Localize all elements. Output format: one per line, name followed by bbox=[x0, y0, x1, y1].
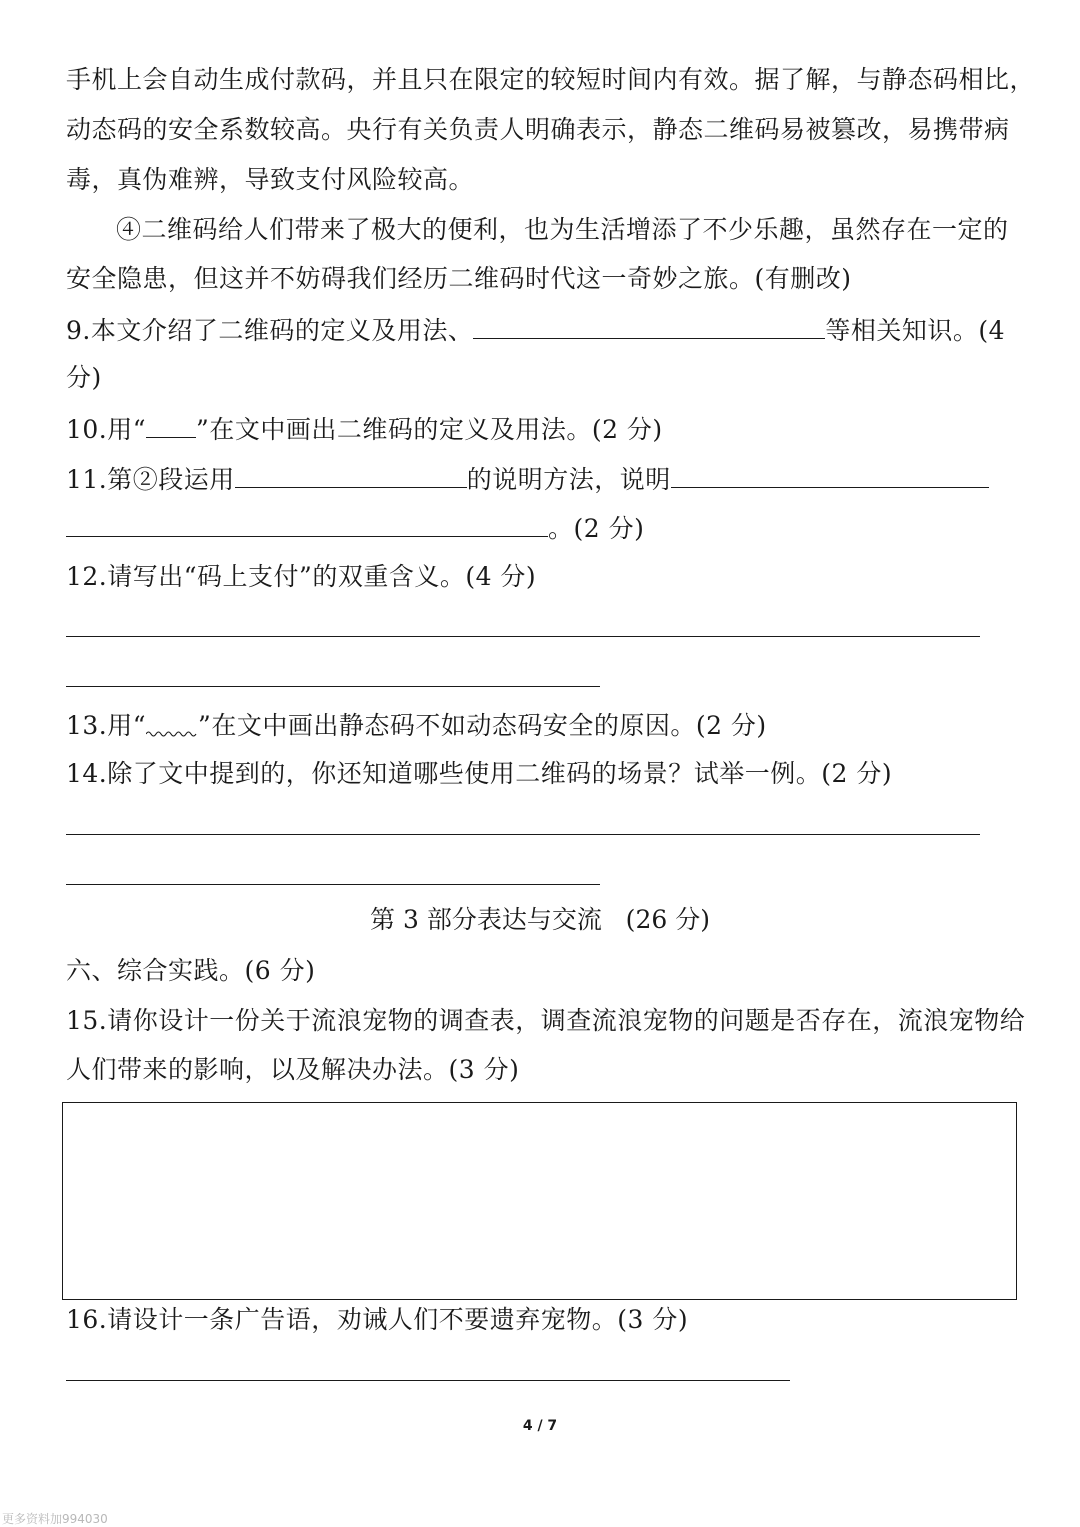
question-10 bbox=[66, 411, 663, 447]
question-15-line-1: 15.请你设计一份关于流浪宠物的调查表，调查流浪宠物的问题是否存在，流浪宠物给 bbox=[66, 1006, 1026, 1035]
passage-paragraph-4-line-2: 安全隐患，但这并不妨碍我们经历二维码时代这一奇妙之旅。(有删改) bbox=[66, 264, 852, 293]
question-11-end: 。(2 分) bbox=[548, 514, 645, 543]
question-13 bbox=[66, 708, 767, 743]
part-6-heading: 六、综合实践。(6 分) bbox=[66, 956, 316, 985]
question-13-prefix: 13.用“ bbox=[66, 711, 147, 740]
question-15-answer-box[interactable] bbox=[62, 1102, 1017, 1300]
question-10-prefix: 10.用“ bbox=[66, 415, 147, 444]
question-11-explain-blank[interactable] bbox=[671, 461, 989, 488]
section-3-title: 第 3 部分表达与交流 (26 分) bbox=[370, 905, 710, 934]
question-13-suffix: ”在文中画出静态码不如动态码安全的原因。(2 分) bbox=[198, 711, 767, 740]
straight-underline-symbol bbox=[146, 411, 196, 438]
passage-line-1: 手机上会自动生成付款码，并且只在限定的较短时间内有效。据了解，与静态码相比， bbox=[66, 65, 1036, 94]
question-12: 12.请写出“码上支付”的双重含义。(4 分) bbox=[66, 562, 537, 591]
question-9-score: 分) bbox=[66, 363, 102, 392]
question-9-prompt: 9.本文介绍了二维码的定义及用法、 bbox=[66, 316, 474, 345]
passage-paragraph-4-line-1: ④二维码给人们带来了极大的便利，也为生活增添了不少乐趣，虽然存在一定的 bbox=[116, 215, 1009, 244]
question-11-explain-blank-2[interactable] bbox=[66, 510, 548, 537]
question-11-prefix: 11.第②段运用 bbox=[66, 465, 235, 494]
question-14-answer-line-2[interactable] bbox=[66, 884, 600, 885]
question-15-line-2: 人们带来的影响，以及解决办法。(3 分) bbox=[66, 1055, 520, 1084]
question-16: 16.请设计一条广告语，劝诫人们不要遗弃宠物。(3 分) bbox=[66, 1305, 689, 1334]
page-number: 4 / 7 bbox=[522, 1418, 558, 1434]
question-10-suffix: ”在文中画出二维码的定义及用法。(2 分) bbox=[196, 415, 663, 444]
question-11-continued bbox=[66, 510, 644, 546]
passage-line-3: 毒，真伪难辨，导致支付风险较高。 bbox=[66, 165, 475, 194]
wavy-underline-symbol bbox=[146, 708, 198, 734]
question-9 bbox=[66, 312, 1005, 348]
question-14-answer-line-1[interactable] bbox=[66, 834, 980, 835]
question-12-answer-line-1[interactable] bbox=[66, 636, 980, 637]
watermark: 更多资料加994030 bbox=[2, 1512, 108, 1526]
question-9-suffix: 等相关知识。(4 bbox=[825, 316, 1006, 345]
question-11-middle: 的说明方法，说明 bbox=[466, 465, 671, 494]
question-12-answer-line-2[interactable] bbox=[66, 686, 600, 687]
question-11-method-blank[interactable] bbox=[235, 461, 467, 488]
passage-line-2: 动态码的安全系数较高。央行有关负责人明确表示，静态二维码易被篡改，易携带病 bbox=[66, 115, 1010, 144]
question-11 bbox=[66, 461, 989, 497]
question-9-answer-blank[interactable] bbox=[473, 312, 825, 339]
question-14: 14.除了文中提到的，你还知道哪些使用二维码的场景？试举一例。(2 分) bbox=[66, 759, 893, 788]
question-16-answer-line[interactable] bbox=[66, 1380, 790, 1381]
